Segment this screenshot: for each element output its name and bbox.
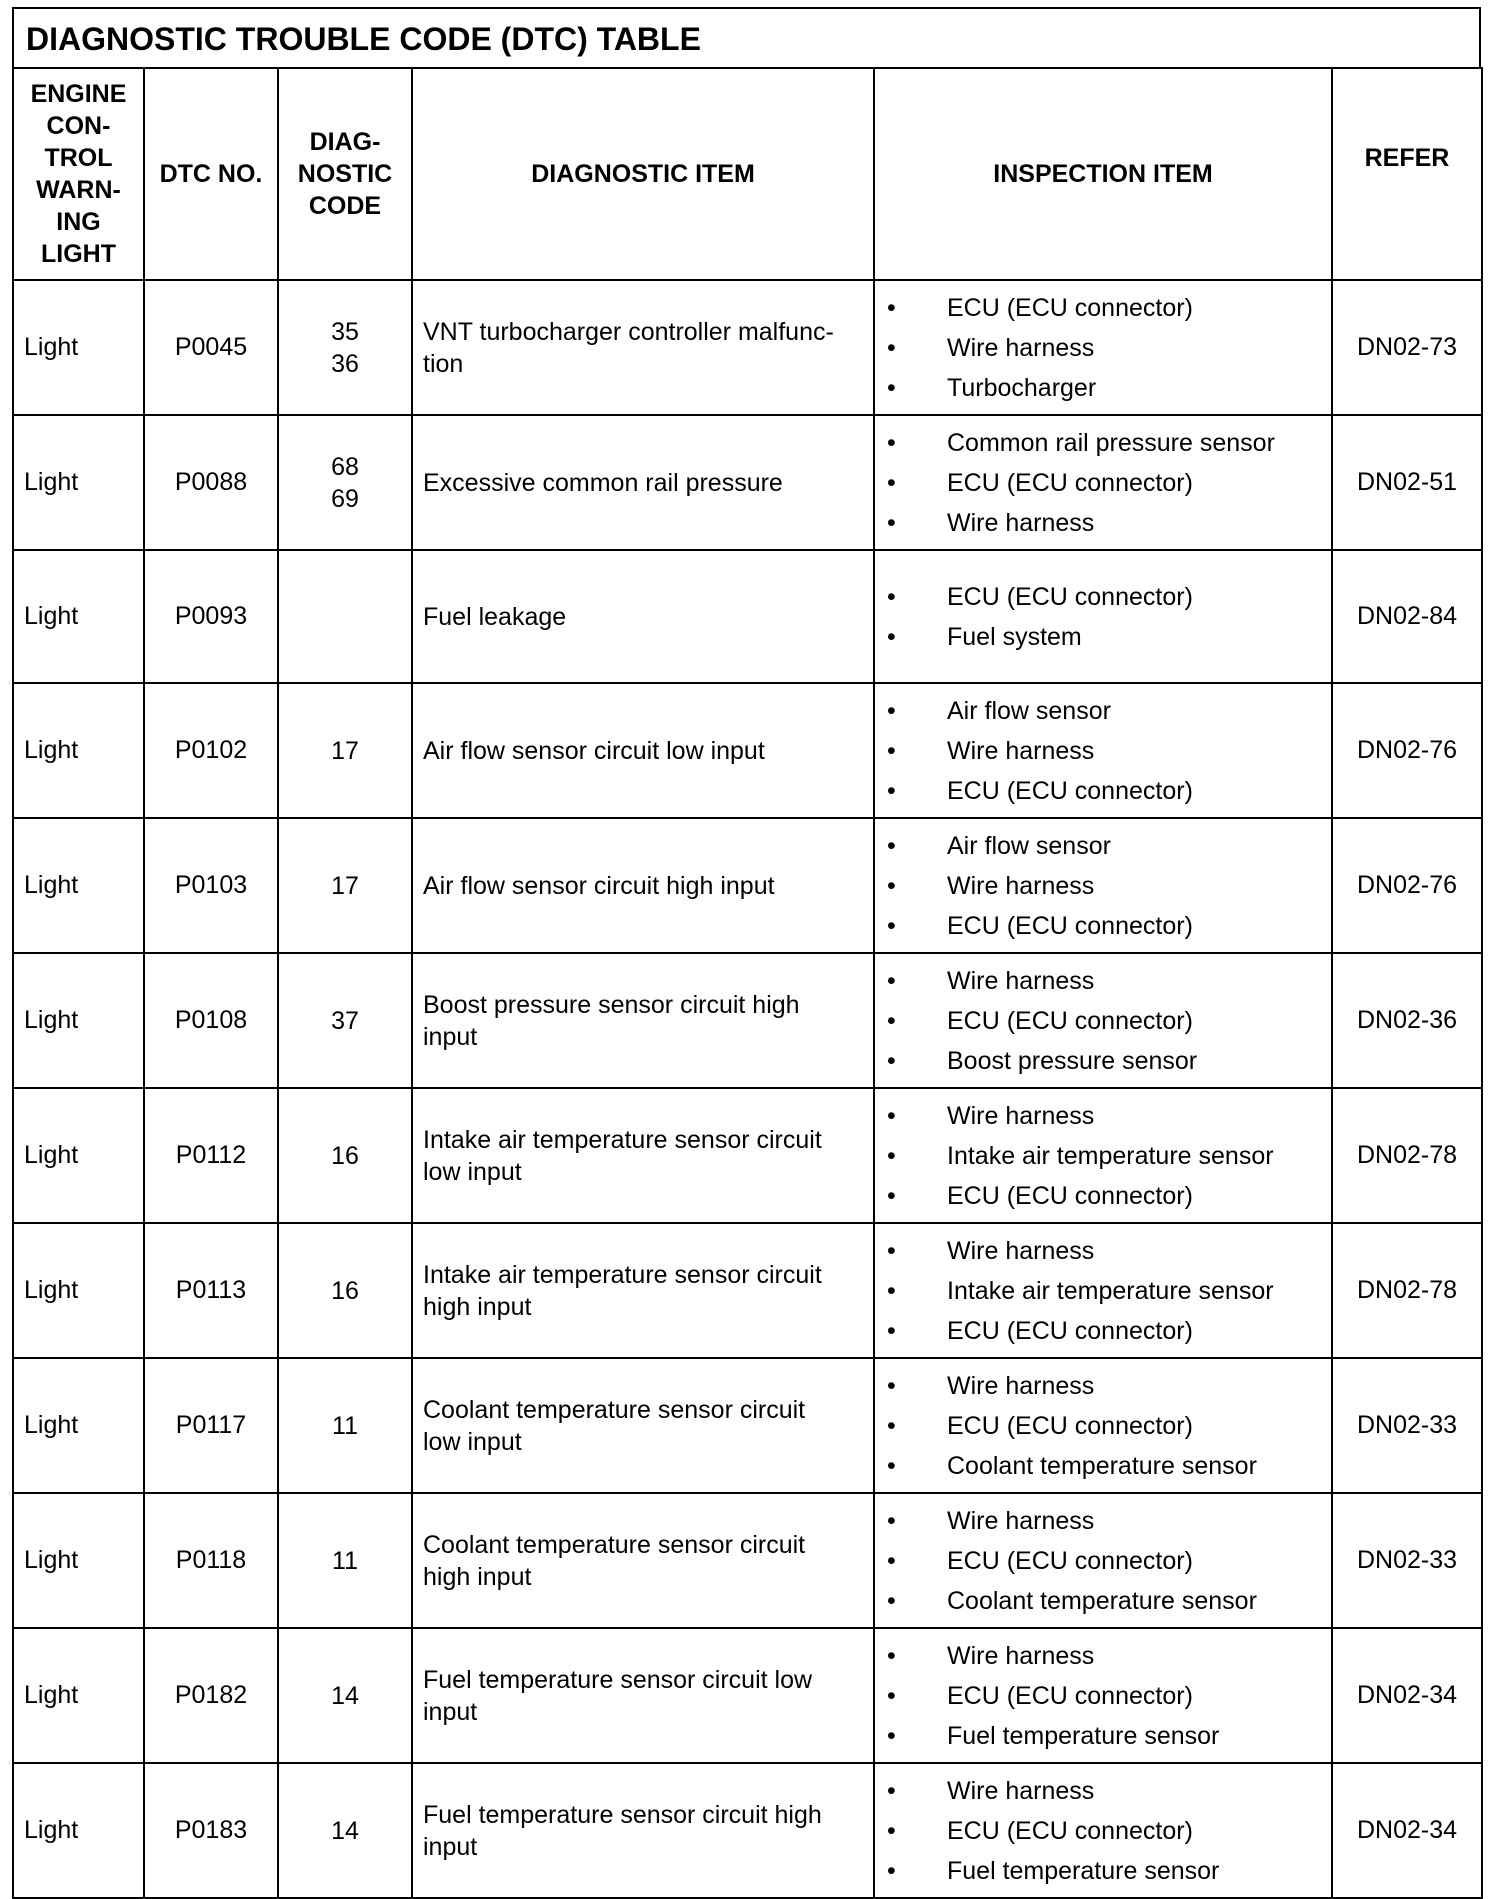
bullet-icon: • (887, 373, 896, 402)
bullet-icon: • (887, 1316, 896, 1345)
table-row (13, 953, 1482, 1088)
warning-light-cell: Light (13, 550, 144, 683)
inspection-item-cell (874, 1088, 1332, 1223)
inspection-list (875, 1771, 1331, 1891)
header-diagnostic-item: DIAGNOSTIC ITEM (412, 68, 874, 280)
inspection-item-cell (874, 280, 1332, 415)
bullet-icon: • (887, 1546, 896, 1575)
bullet-icon: • (887, 428, 896, 457)
bullet-icon: • (887, 966, 896, 995)
inspection-list-item: • Air flow sensor (875, 826, 1331, 866)
inspection-list-item: • Fuel temperature sensor (875, 1851, 1331, 1891)
bullet-icon: • (887, 1641, 896, 1670)
diagnostic-code-cell: 68 69 (278, 415, 412, 550)
inspection-item-cell (874, 953, 1332, 1088)
bullet-icon: • (887, 1141, 896, 1170)
inspection-list (875, 826, 1331, 946)
bullet-icon: • (887, 1236, 896, 1265)
inspection-item-cell (874, 550, 1332, 683)
inspection-list-item: • Fuel system (875, 617, 1331, 657)
refer-cell: DN02-34 (1332, 1763, 1482, 1898)
bullet-icon: • (887, 696, 896, 725)
bullet-icon: • (887, 1006, 896, 1035)
dtc-table (12, 67, 1483, 1899)
dtc-no-cell: P0088 (144, 415, 278, 550)
bullet-icon: • (887, 582, 896, 611)
inspection-list-item: • Air flow sensor (875, 691, 1331, 731)
inspection-list (875, 288, 1331, 408)
refer-cell: DN02-36 (1332, 953, 1482, 1088)
inspection-item-cell (874, 1763, 1332, 1898)
bullet-icon: • (887, 776, 896, 805)
warning-light-cell: Light (13, 818, 144, 953)
inspection-list (875, 423, 1331, 543)
diagnostic-code-cell: 37 (278, 953, 412, 1088)
inspection-list (875, 1366, 1331, 1486)
diagnostic-item-cell: Fuel temperature sensor circuit high input (412, 1763, 874, 1898)
refer-cell: DN02-51 (1332, 415, 1482, 550)
table-row (13, 1088, 1482, 1223)
inspection-list-item: • Coolant temperature sensor (875, 1446, 1331, 1486)
inspection-item-cell (874, 683, 1332, 818)
inspection-list-item: • ECU (ECU connector) (875, 1176, 1331, 1216)
diagnostic-item-cell: Fuel temperature sensor circuit low input (412, 1628, 874, 1763)
inspection-item-cell (874, 1628, 1332, 1763)
diagnostic-code-cell: 11 (278, 1358, 412, 1493)
dtc-no-cell: P0117 (144, 1358, 278, 1493)
inspection-list-item: • Wire harness (875, 328, 1331, 368)
inspection-list-item: • Wire harness (875, 503, 1331, 543)
table-row (13, 415, 1482, 550)
diagnostic-item-cell: Fuel leakage (412, 550, 874, 683)
bullet-icon: • (887, 508, 896, 537)
diagnostic-item-cell: Air flow sensor circuit low input (412, 683, 874, 818)
inspection-list-item: • Coolant temperature sensor (875, 1581, 1331, 1621)
inspection-list-item: • ECU (ECU connector) (875, 1676, 1331, 1716)
refer-cell: DN02-78 (1332, 1223, 1482, 1358)
warning-light-cell: Light (13, 1628, 144, 1763)
inspection-list-item: • ECU (ECU connector) (875, 1811, 1331, 1851)
bullet-icon: • (887, 1816, 896, 1845)
bullet-icon: • (887, 1506, 896, 1535)
diagnostic-item-cell: Boost pressure sensor circuit high input (412, 953, 874, 1088)
refer-cell: DN02-73 (1332, 280, 1482, 415)
warning-light-cell: Light (13, 1223, 144, 1358)
inspection-list-item: • Turbocharger (875, 368, 1331, 408)
dtc-no-cell: P0093 (144, 550, 278, 683)
diagnostic-code-cell: 16 (278, 1223, 412, 1358)
dtc-no-cell: P0118 (144, 1493, 278, 1628)
inspection-list-item: • ECU (ECU connector) (875, 288, 1331, 328)
header-warning-light: ENGINE CON- TROL WARN- ING LIGHT (13, 68, 144, 280)
table-title: DIAGNOSTIC TROUBLE CODE (DTC) TABLE (12, 7, 1481, 67)
header-dtc-no: DTC NO. (144, 68, 278, 280)
diagnostic-code-cell: 11 (278, 1493, 412, 1628)
inspection-list (875, 1096, 1331, 1216)
inspection-list-item: • ECU (ECU connector) (875, 577, 1331, 617)
bullet-icon: • (887, 736, 896, 765)
header-refer: REFER (1332, 68, 1482, 280)
diagnostic-item-cell: Excessive common rail pressure (412, 415, 874, 550)
diagnostic-code-cell: 16 (278, 1088, 412, 1223)
warning-light-cell: Light (13, 1763, 144, 1898)
bullet-icon: • (887, 1101, 896, 1130)
bullet-icon: • (887, 871, 896, 900)
dtc-no-cell: P0183 (144, 1763, 278, 1898)
diagnostic-item-cell: Coolant temperature sensor circuit low input (412, 1358, 874, 1493)
bullet-icon: • (887, 1046, 896, 1075)
table-row (13, 1223, 1482, 1358)
inspection-list-item: • Wire harness (875, 1771, 1331, 1811)
inspection-list (875, 577, 1331, 657)
inspection-list-item: • Boost pressure sensor (875, 1041, 1331, 1081)
diagnostic-item-cell: Intake air temperature sensor circuit low input (412, 1088, 874, 1223)
table-row (13, 1628, 1482, 1763)
warning-light-cell: Light (13, 1493, 144, 1628)
bullet-icon: • (887, 1586, 896, 1615)
inspection-list-item: • ECU (ECU connector) (875, 1541, 1331, 1581)
dtc-no-cell: P0045 (144, 280, 278, 415)
bullet-icon: • (887, 1451, 896, 1480)
warning-light-cell: Light (13, 953, 144, 1088)
inspection-list-item: • Intake air temperature sensor (875, 1271, 1331, 1311)
inspection-list-item: • ECU (ECU connector) (875, 463, 1331, 503)
warning-light-cell: Light (13, 683, 144, 818)
refer-cell: DN02-33 (1332, 1358, 1482, 1493)
diagnostic-code-cell: 17 (278, 818, 412, 953)
inspection-list (875, 1636, 1331, 1756)
inspection-list-item: • Wire harness (875, 731, 1331, 771)
table-row (13, 550, 1482, 683)
dtc-no-cell: P0108 (144, 953, 278, 1088)
bullet-icon: • (887, 333, 896, 362)
inspection-list-item: • Wire harness (875, 866, 1331, 906)
bullet-icon: • (887, 1721, 896, 1750)
refer-cell: DN02-78 (1332, 1088, 1482, 1223)
warning-light-cell: Light (13, 1088, 144, 1223)
bullet-icon: • (887, 1681, 896, 1710)
header-row (13, 68, 1482, 280)
bullet-icon: • (887, 1411, 896, 1440)
table-row (13, 1493, 1482, 1628)
inspection-list-item: • ECU (ECU connector) (875, 1001, 1331, 1041)
bullet-icon: • (887, 1371, 896, 1400)
header-diagnostic-code: DIAG- NOSTIC CODE (278, 68, 412, 280)
inspection-list-item: • Common rail pressure sensor (875, 423, 1331, 463)
bullet-icon: • (887, 1276, 896, 1305)
inspection-list-item: • Intake air temperature sensor (875, 1136, 1331, 1176)
warning-light-cell: Light (13, 280, 144, 415)
diagnostic-item-cell: VNT turbocharger controller malfunc- tion (412, 280, 874, 415)
inspection-list-item: • Wire harness (875, 1501, 1331, 1541)
header-inspection-item: INSPECTION ITEM (874, 68, 1332, 280)
inspection-item-cell (874, 1223, 1332, 1358)
table-row (13, 818, 1482, 953)
inspection-list (875, 1231, 1331, 1351)
diagnostic-item-cell: Air flow sensor circuit high input (412, 818, 874, 953)
table-row (13, 683, 1482, 818)
inspection-item-cell (874, 1493, 1332, 1628)
dtc-no-cell: P0113 (144, 1223, 278, 1358)
inspection-list (875, 1501, 1331, 1621)
refer-cell: DN02-33 (1332, 1493, 1482, 1628)
inspection-list-item: • Wire harness (875, 1636, 1331, 1676)
bullet-icon: • (887, 293, 896, 322)
refer-cell: DN02-76 (1332, 818, 1482, 953)
inspection-list (875, 691, 1331, 811)
inspection-list-item: • ECU (ECU connector) (875, 906, 1331, 946)
table-row (13, 1763, 1482, 1898)
warning-light-cell: Light (13, 1358, 144, 1493)
diagnostic-code-cell: 14 (278, 1628, 412, 1763)
diagnostic-code-cell (278, 550, 412, 683)
dtc-no-cell: P0182 (144, 1628, 278, 1763)
bullet-icon: • (887, 622, 896, 651)
inspection-list-item: • ECU (ECU connector) (875, 771, 1331, 811)
inspection-list-item: • Fuel temperature sensor (875, 1716, 1331, 1756)
inspection-item-cell (874, 1358, 1332, 1493)
warning-light-cell: Light (13, 415, 144, 550)
refer-cell: DN02-76 (1332, 683, 1482, 818)
table-row (13, 1358, 1482, 1493)
inspection-item-cell (874, 818, 1332, 953)
inspection-list-item: • Wire harness (875, 1366, 1331, 1406)
dtc-no-cell: P0102 (144, 683, 278, 818)
bullet-icon: • (887, 468, 896, 497)
refer-cell: DN02-84 (1332, 550, 1482, 683)
table-row (13, 280, 1482, 415)
diagnostic-item-cell: Coolant temperature sensor circuit high input (412, 1493, 874, 1628)
dtc-table-page (12, 7, 1481, 1899)
diagnostic-code-cell: 17 (278, 683, 412, 818)
bullet-icon: • (887, 1856, 896, 1885)
inspection-list-item: • Wire harness (875, 1096, 1331, 1136)
dtc-no-cell: P0112 (144, 1088, 278, 1223)
dtc-no-cell: P0103 (144, 818, 278, 953)
inspection-list-item: • Wire harness (875, 961, 1331, 1001)
inspection-item-cell (874, 415, 1332, 550)
bullet-icon: • (887, 831, 896, 860)
diagnostic-code-cell: 14 (278, 1763, 412, 1898)
refer-cell: DN02-34 (1332, 1628, 1482, 1763)
inspection-list-item: • Wire harness (875, 1231, 1331, 1271)
inspection-list-item: • ECU (ECU connector) (875, 1406, 1331, 1446)
bullet-icon: • (887, 911, 896, 940)
inspection-list (875, 961, 1331, 1081)
bullet-icon: • (887, 1181, 896, 1210)
diagnostic-code-cell: 35 36 (278, 280, 412, 415)
bullet-icon: • (887, 1776, 896, 1805)
inspection-list-item: • ECU (ECU connector) (875, 1311, 1331, 1351)
diagnostic-item-cell: Intake air temperature sensor circuit high input (412, 1223, 874, 1358)
